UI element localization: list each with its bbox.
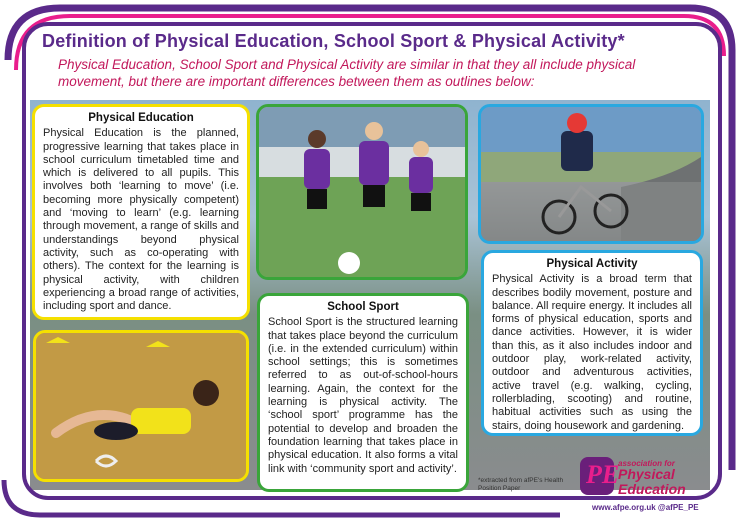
- physical-activity-box: [481, 250, 703, 436]
- logo-line-3: Education: [618, 481, 686, 497]
- sit-up-illustration: [36, 333, 246, 479]
- exercise-photo: [33, 330, 249, 482]
- logo-mark-text: PE: [586, 460, 620, 489]
- afpe-logo: [574, 455, 714, 505]
- physical-activity-heading: Physical Activity: [546, 258, 638, 270]
- page-subtitle: Physical Education, School Sport and Physical Activity are similar in that they all include physical movement, but there are important differences between them as outlines below:: [58, 57, 636, 89]
- school-sport-heading: School Sport: [327, 301, 399, 313]
- bmx-rider-illustration: [481, 107, 701, 241]
- physical-education-text: Physical Education is the planned, progressive learning that takes place in school curriculum timetabled time and which is delivered to all pupils. This involves both ‘learning to move’ (i.e. becoming more physically competent) and ‘moving to learn’ (e.g. learning through movement, a range of skills and understandings beyond physical activity, such as co-operating with others). The context for the learning is physical activity, with children experiencing a broad range of activities, including sport and dance.: [43, 127, 239, 313]
- footer-url[interactable]: www.afpe.org.uk @afPE_PE: [592, 503, 699, 512]
- bmx-photo: [478, 104, 704, 244]
- physical-activity-text: Physical Activity is a broad term that describes bodily movement, posture and balance. All require energy. It includes all forms of physical education, sports and dance activities. However, it is wider than this, as it also includes indoor and outdoor play, work-related activity, outdoor and adventurous activities, active travel (e.g. walking, cycling, rollerblading, scooting) and routine, habitual activities such as using the stairs, doing housework and gardening.: [492, 273, 692, 432]
- logo-line-1: association for: [618, 459, 675, 468]
- page-title: Definition of Physical Education, School Sport & Physical Activity*: [42, 31, 625, 51]
- school-sport-box: [257, 293, 469, 492]
- football-players-illustration: [259, 107, 465, 277]
- physical-education-heading: Physical Education: [88, 112, 194, 124]
- logo-line-2: Physical: [618, 466, 675, 482]
- football-photo: [256, 104, 468, 280]
- footnote: *extracted from afPE's Health Position Paper: [478, 477, 564, 492]
- physical-education-box: [32, 104, 250, 320]
- school-sport-text: School Sport is the structured learning that takes place beyond the curriculum (i.e. in the extended curriculum) within school settings; this is sometimes referred to as out-of-school-hours learning. Again, the context for the learning is physical activity. The ‘school sport’ programme has the potential to develop and broaden the foundation learning that takes place in physical education. It also forms a vital link with ‘community sport and activity’.: [268, 316, 458, 475]
- pe-logo-mark-icon: [580, 457, 620, 495]
